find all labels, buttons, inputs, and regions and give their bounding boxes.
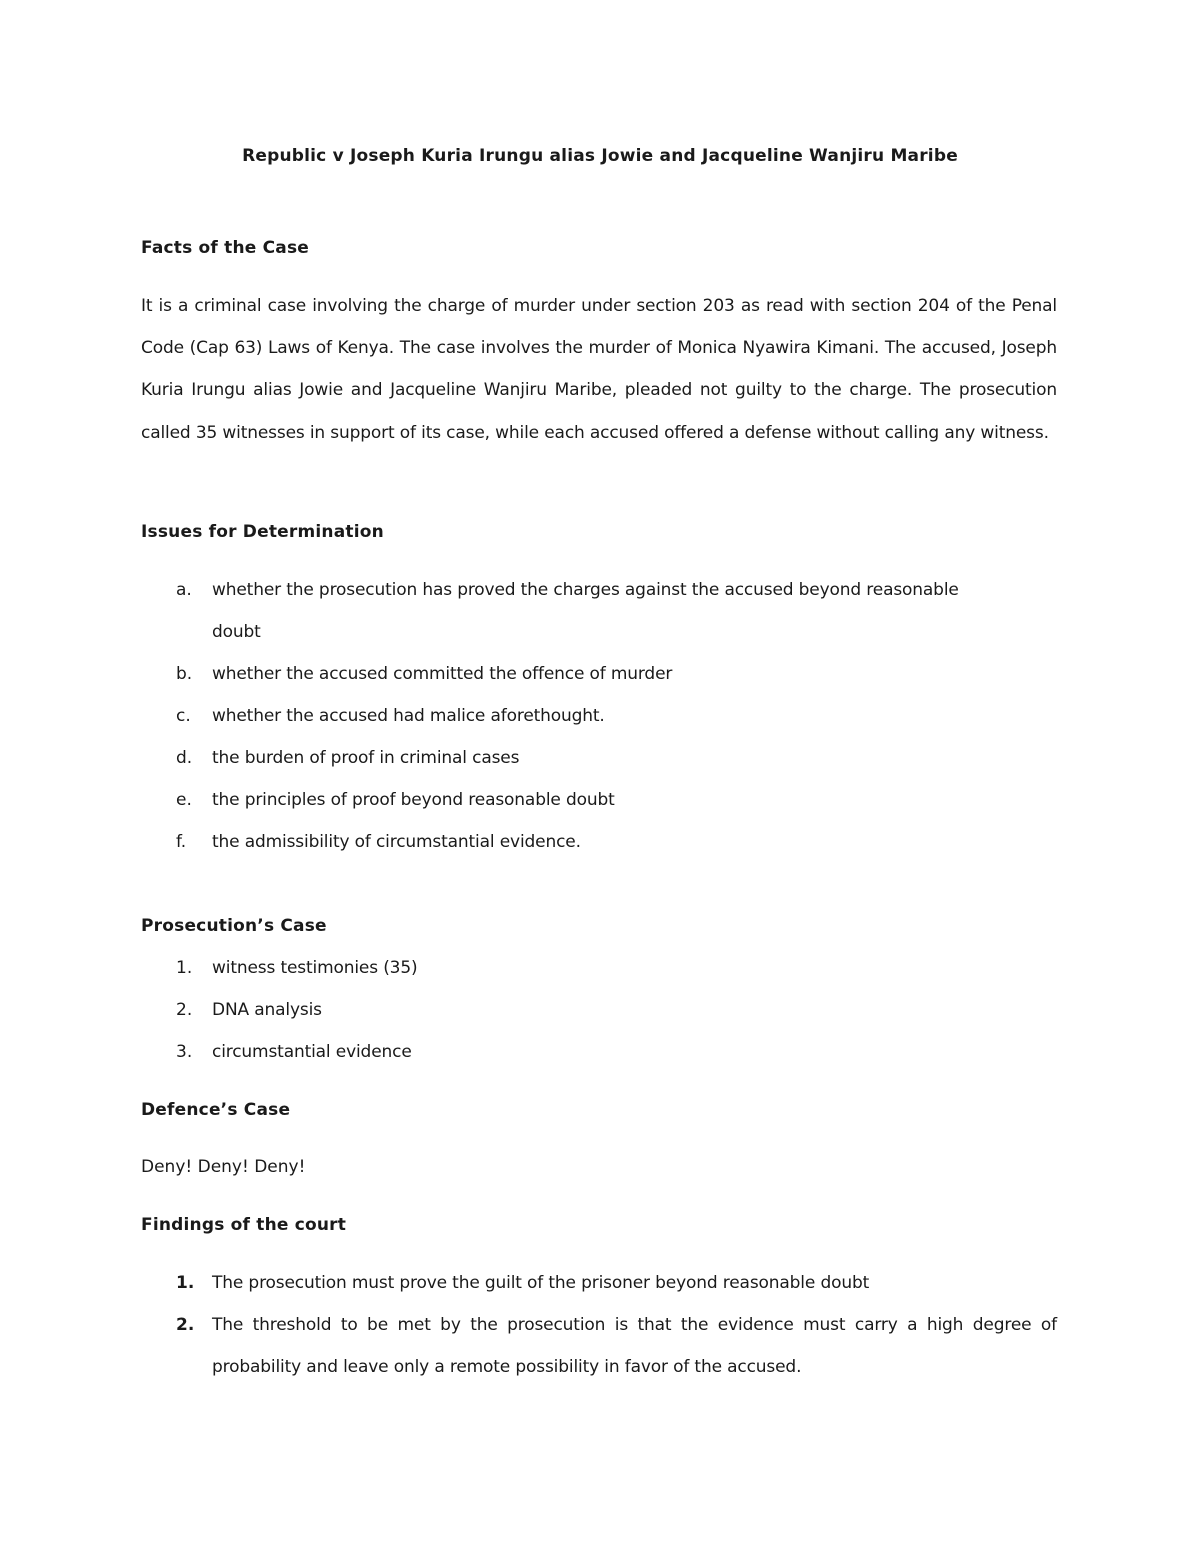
list-item (0, 737, 972, 779)
list-item-text: The threshold to be met by the prosecution is that the evidence must carry a high degree of probability and leave only a remote possibility in favor of the accused. (212, 1315, 1057, 1377)
list-marker: c. (176, 706, 191, 726)
defence-paragraph: Deny! Deny! Deny! (141, 1157, 306, 1177)
list-item (0, 653, 972, 695)
findings-list (0, 1262, 1057, 1388)
list-item (0, 1304, 1057, 1388)
list-item (0, 1031, 1057, 1073)
list-marker: 1. (176, 1273, 195, 1293)
list-marker: d. (176, 748, 193, 768)
list-item-text: whether the accused committed the offence of murder (212, 664, 673, 684)
list-marker: e. (176, 790, 192, 810)
list-item-text: The prosecution must prove the guilt of the prisoner beyond reasonable doubt (212, 1273, 870, 1293)
list-item-text: witness testimonies (35) (212, 958, 418, 978)
list-marker: f. (176, 832, 187, 852)
list-marker: 2. (176, 1000, 193, 1020)
list-item-text: whether the accused had malice aforethought. (212, 706, 605, 726)
list-item (0, 821, 972, 863)
list-marker: b. (176, 664, 193, 684)
list-item (0, 569, 972, 653)
list-item-text: the burden of proof in criminal cases (212, 748, 520, 768)
list-item (0, 1262, 1057, 1304)
list-marker: a. (176, 580, 192, 600)
facts-paragraph: It is a criminal case involving the charge of murder under section 203 as read with section 204 of the Penal Code (Cap 63) Laws of Kenya. The case involves the murder of Monica Nyawira Kimani. The accused, Joseph Kuria Irungu alias Jowie and Jacqueline Wanjiru Maribe, pleaded not guilty to the charge. The prosecution called 35 witnesses in support of its case, while each accused offered a defense without calling any witness. (141, 296, 1057, 443)
list-marker: 3. (176, 1042, 193, 1062)
prosecution-heading: Prosecution’s Case (141, 916, 327, 936)
list-item (0, 779, 972, 821)
list-item-text: DNA analysis (212, 1000, 322, 1020)
list-item-text: the principles of proof beyond reasonable doubt (212, 790, 615, 810)
list-item-text: circumstantial evidence (212, 1042, 412, 1062)
list-item-text: the admissibility of circumstantial evidence. (212, 832, 581, 852)
case-title: Republic v Joseph Kuria Irungu alias Jowie and Jacqueline Wanjiru Maribe (242, 146, 958, 166)
list-marker: 2. (176, 1315, 195, 1335)
list-marker: 1. (176, 958, 193, 978)
list-item (0, 989, 1057, 1031)
list-item-text: whether the prosecution has proved the charges against the accused beyond reasonable doubt (212, 580, 959, 642)
defence-heading: Defence’s Case (141, 1100, 291, 1120)
list-item (0, 695, 972, 737)
issues-list (0, 569, 972, 863)
issues-heading: Issues for Determination (141, 522, 384, 542)
facts-heading: Facts of the Case (141, 238, 309, 258)
list-item (0, 947, 1057, 989)
prosecution-list (0, 947, 1057, 1073)
findings-heading: Findings of the court (141, 1215, 347, 1235)
